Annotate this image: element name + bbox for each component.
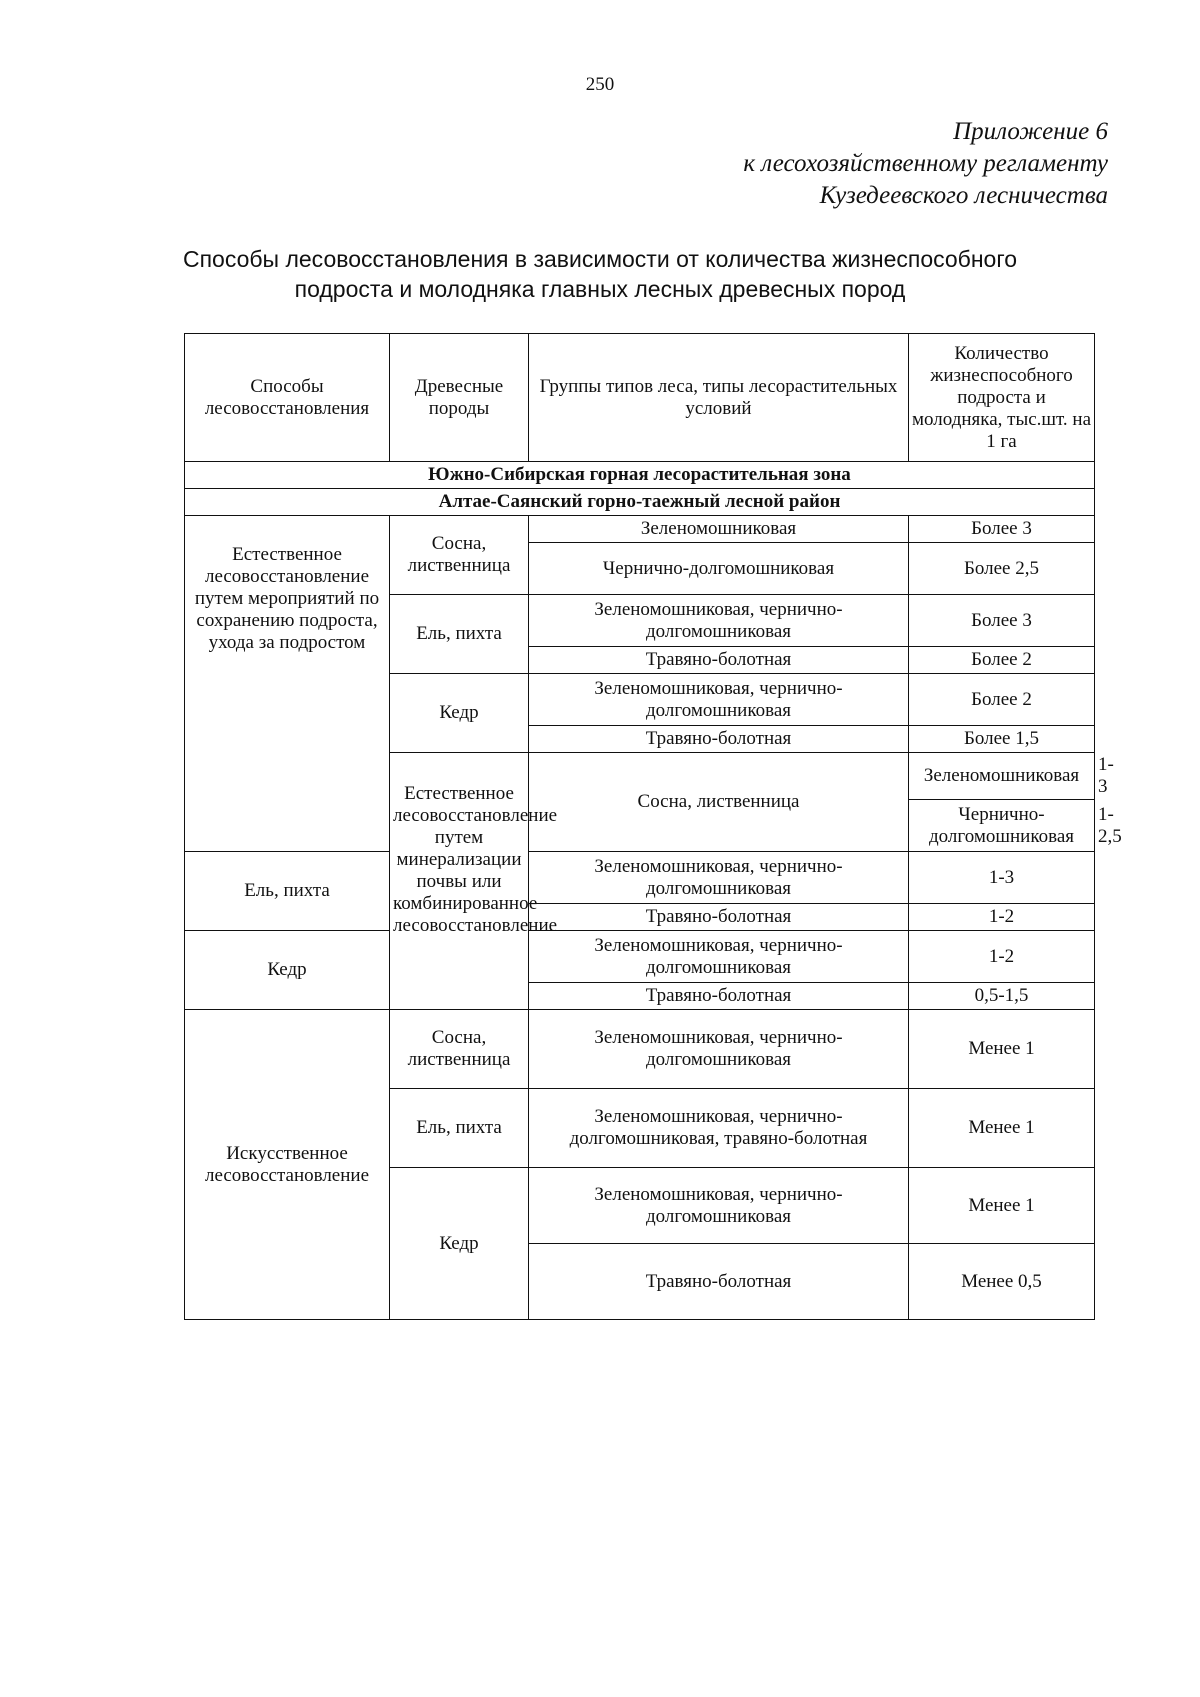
method-artificial: Искусственное лесовосстановление [185, 1010, 390, 1320]
forest-type-cell: Зеленомошниковая [909, 753, 1095, 800]
table-row [185, 852, 1095, 904]
title-line-2: подроста и молодняка главных лесных древесных пород [294, 276, 906, 302]
quantity-cell: Менее 1 [909, 1089, 1095, 1168]
forest-type-cell: Травяно-болотная [529, 983, 909, 1010]
quantity-cell: Более 2 [909, 674, 1095, 726]
forest-type-cell: Зеленомошниковая [529, 516, 909, 543]
species-cell: Сосна, лиственница [529, 753, 909, 852]
forest-type-cell: Зеленомошниковая, чернично-долгомошниковая, травяно-болотная [529, 1089, 909, 1168]
zone-title: Южно-Сибирская горная лесорастительная зона [185, 462, 1095, 489]
quantity-cell: Более 3 [909, 595, 1095, 647]
forest-type-cell: Зеленомошниковая, чернично-долгомошниковая [529, 1010, 909, 1089]
quantity-cell: Менее 1 [909, 1168, 1095, 1244]
forest-type-cell: Зеленомошниковая, чернично-долгомошниковая [529, 595, 909, 647]
table-row: Чернично-долгомошниковая 1-2,5 [185, 800, 1095, 852]
species-cell: Сосна, лиственница [390, 516, 529, 595]
species-cell: Кедр [390, 1168, 529, 1320]
quantity-cell: Более 2,5 [909, 543, 1095, 595]
forest-type-cell: Зеленомошниковая, чернично-долгомошниковая [529, 931, 909, 983]
zone-row [185, 462, 1095, 489]
method-natural-preservation: Естественное лесовосстановление путем мероприятий по сохранению подроста, ухода за подростом [185, 516, 390, 852]
forest-type-cell: Зеленомошниковая, чернично-долгомошниковая [529, 1168, 909, 1244]
quantity-cell: Более 2 [909, 647, 1095, 674]
table-row [185, 931, 1095, 983]
quantity-cell: Более 1,5 [909, 726, 1095, 753]
table-row [185, 516, 1095, 543]
species-cell: Кедр [185, 931, 390, 1010]
header-species: Древесные породы [390, 334, 529, 462]
forest-type-cell: Чернично-долгомошниковая [909, 800, 1095, 852]
appendix-line-2: к лесохозяйственному регламенту [743, 150, 1108, 177]
forest-type-cell: Зеленомошниковая, чернично-долгомошниковая [529, 852, 909, 904]
forest-type-cell: Травяно-болотная [529, 647, 909, 674]
species-cell: Кедр [390, 674, 529, 753]
page-number: 250 [585, 74, 615, 95]
method-natural-mineralization: Естественное лесовосстановление путем минерализации почвы или комбинированное лесовосстановление [390, 753, 529, 1010]
appendix-line-3: Кузедеевского лесничества [819, 182, 1108, 209]
species-cell: Ель, пихта [390, 1089, 529, 1168]
forest-type-cell: Зеленомошниковая, чернично-долгомошниковая [529, 674, 909, 726]
reforestation-table [184, 333, 1122, 1320]
appendix-line-1: Приложение 6 [953, 118, 1108, 145]
quantity-cell: 1-2 [909, 931, 1095, 983]
quantity-cell: Менее 0,5 [909, 1244, 1095, 1320]
header-forest-types: Группы типов леса, типы лесорастительных условий [529, 334, 909, 462]
table-row [185, 1010, 1095, 1089]
quantity-cell: 1-3 [909, 852, 1095, 904]
document-title [0, 244, 1200, 304]
quantity-cell: 0,5-1,5 [909, 983, 1095, 1010]
forest-type-cell: Травяно-болотная [529, 1244, 909, 1320]
table-row: Естественное лесовосстановление путем минерализации почвы или комбинированное лесовосстановление Сосна, лиственница Зеленомошниковая 1-3 [185, 753, 1095, 800]
forest-type-cell: Травяно-болотная [529, 904, 909, 931]
forest-type-cell: Чернично-долгомошниковая [529, 543, 909, 595]
quantity-cell: 1-2 [909, 904, 1095, 931]
district-title: Алтае-Саянский горно-таежный лесной район [185, 489, 1095, 516]
appendix-reference [743, 116, 1108, 212]
header-quantity: Количество жизнеспособного подроста и молодняка, тыс.шт. на 1 га [909, 334, 1095, 462]
species-cell: Ель, пихта [185, 852, 390, 931]
quantity-cell: Более 3 [909, 516, 1095, 543]
header-row [185, 334, 1095, 462]
header-method: Способы лесовосстановления [185, 334, 390, 462]
quantity-cell: Менее 1 [909, 1010, 1095, 1089]
title-line-1: Способы лесовосстановления в зависимости от количества жизнеспособного [182, 246, 1018, 272]
species-cell: Ель, пихта [390, 595, 529, 674]
forest-type-cell: Травяно-болотная [529, 726, 909, 753]
district-row [185, 489, 1095, 516]
species-cell: Сосна, лиственница [390, 1010, 529, 1089]
